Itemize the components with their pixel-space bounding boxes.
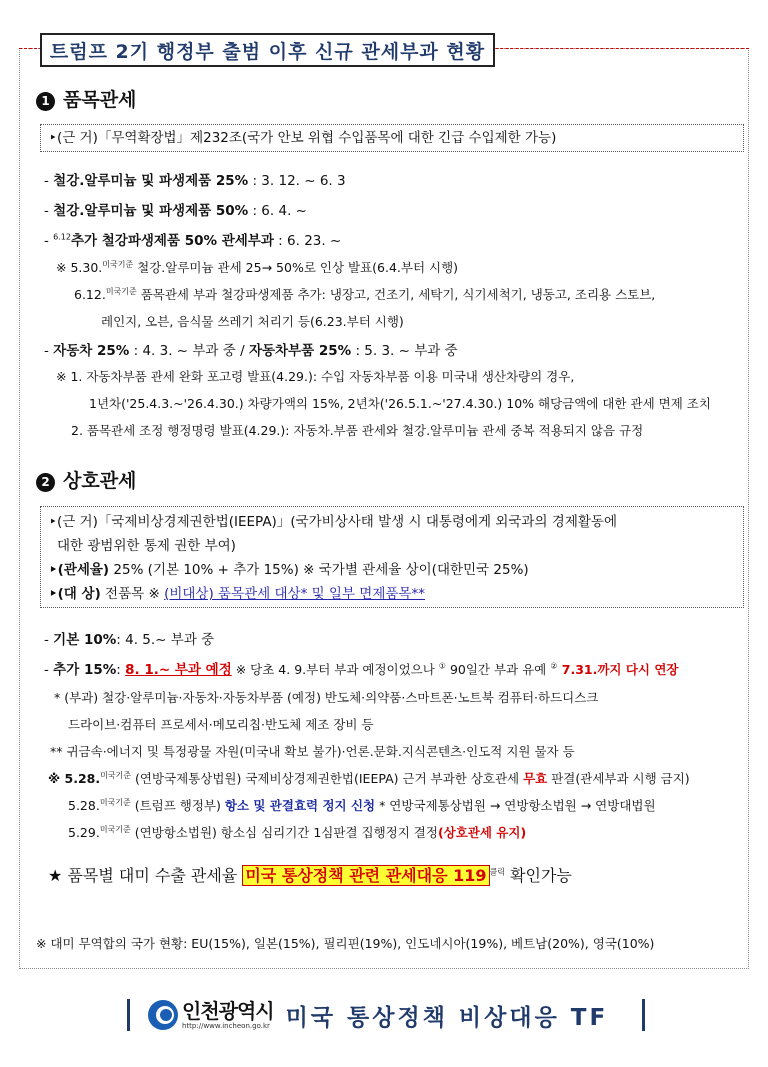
list-item: - 철강.알루미늄 및 파생제품 25% : 3. 12. ~ 6. 3 [44,173,346,189]
section1-basis: ‣(근 거)「무역확장법」제232조(국가 안보 위협 수입품목에 대한 긴급 수입제한 가능) [49,130,557,146]
note-line: 2. 품목관세 조정 행정명령 발표(4.29.): 자동차.부품 관세와 철강.알루미늄 관세 중복 적용되지 않음 규정 [71,423,644,438]
note-line: 레인지, 오븐, 음식물 쓰레기 처리기 등(6.23.부터 시행) [101,314,404,329]
note-line: 5.28.$^{미국기준}$ (트럼프 행정부) 항소 및 관결효력 정지 신청 * 연방국제통상법원 → 연방항소법원 → 연방대법원 [68,797,656,813]
footnote-line: * (부과) 철강·알루미늄·자동차·자동차부품 (예정) 반도체·의약품·스마트폰·노트북 컴퓨터·하드디스크 [54,690,599,705]
section2-basis-line1: ‣(근 거)「국제비상경제권한법(IEEPA)」(국가비상사태 발생 시 대통령에게 외국과의 경제활동에 [49,514,617,530]
list-item: - 기본 10%: 4. 5.~ 부과 중 [44,632,215,648]
page-title: 트럼프 2기 행정부 출범 이후 신규 관세부과 현황 [40,33,495,67]
note-line: 5.29.$^{미국기준}$ (연방항소법원) 항소심 심리기간 1심판결 집행정지 결정(상호관세 유지) [68,824,527,840]
list-item: - $^{6.12}$추가 철강파생제품 50% 관세부과 : 6. 23. ~ [44,232,342,249]
incheon-logo [148,1000,274,1030]
note-line: ※ 5.28.$^{미국기준}$ (연방국제통상법원) 국제비상경제권한법(IEEPA) 근거 부과한 상호관세 무효 판결(관세부과 시행 금지) [48,770,690,786]
trade-agreement-note: ※ 대미 무역합의 국가 현황: EU(15%), 일본(15%), 필리핀(19%), 인도네시아(19%), 베트남(20%), 영국(10%) [36,936,655,951]
list-item: - 자동차 25% : 4. 3. ~ 부과 중 / 자동차부품 25% : 5. 3. ~ 부과 중 [44,343,458,359]
note-line: 6.12.$^{미국기준}$ 품목관세 부과 철강파생제품 추가: 냉장고, 건조기, 세탁기, 식기세척기, 냉동고, 조리용 스토브, [74,286,656,302]
footer-title: 미국 통상정책 비상대응 TF [285,1004,609,1031]
section1-heading [36,85,136,112]
note-line: ※ 1. 자동차부품 관세 완화 포고령 발표(4.29.): 수입 자동차부품 이용 미국내 생산차량의 경우, [56,369,575,384]
section1-title: 품목관세 [63,89,137,111]
tariff-119-link[interactable]: 미국 통상정책 관련 관세대응 119 [242,865,489,886]
section1-basis-box [40,124,744,152]
footnote-line: ** 귀금속·에너지 및 특정광물 자원(미국내 확보 불가)·언론.문화.지식콘텐츠·인도적 지원 물자 등 [50,744,575,759]
footnote-line: 드라이브·컴퓨터 프로세서·메모리칩·반도체 제조 장비 등 [68,717,374,732]
footer [127,997,645,1033]
footer-left-bar [127,999,130,1031]
list-item: - 추가 15%: 8. 1.~ 부과 예정 ※ 당초 4. 9.부터 부과 예정이었으나 ① 90일간 부과 유예 ② 7.31.까지 다시 연장 [44,661,679,678]
rate-line: ‣(관세율) 25% (기본 10% + 추가 15%) ※ 국가별 관세율 상이(대한민국 25%) [49,562,529,578]
target-line: ‣(대 상) 전품목 ※ (비대상) 품목관세 대상* 및 일부 면제품목** [49,586,425,602]
section1-number-icon: 1 [36,92,55,111]
section2-number-icon: 2 [36,473,55,492]
section2-heading [36,466,136,493]
exempt-items-link[interactable]: (비대상) 품목관세 대상* 및 일부 면제품목** [164,586,425,602]
logo-name: 인천광역시 [182,999,274,1023]
tariff-check-line: ★ 품목별 대미 수출 관세율 미국 통상정책 관련 관세대응 119 $^{클릭}$ 확인가능 [48,866,572,885]
section2-title: 상호관세 [63,470,137,492]
list-item: - 철강.알루미늄 및 파생제품 50% : 6. 4. ~ [44,203,307,219]
logo-url: http://www.incheon.go.kr [182,1022,270,1030]
note-line: 1년차('25.4.3.~'26.4.30.) 차량가액의 15%, 2년차('26.5.1.~'27.4.30.) 10% 해당금액에 대한 관세 면제 조치 [89,396,711,411]
footer-right-bar [642,999,645,1031]
section2-basis-line2: 대한 광범위한 통제 권한 부여) [57,538,236,554]
section2-basis-box [40,506,744,608]
note-line: ※ 5.30.$^{미국기준}$ 철강.알루미늄 관세 25→ 50%로 인상 발표(6.4.부터 시행) [56,259,459,275]
incheon-emblem-icon [148,1000,178,1030]
